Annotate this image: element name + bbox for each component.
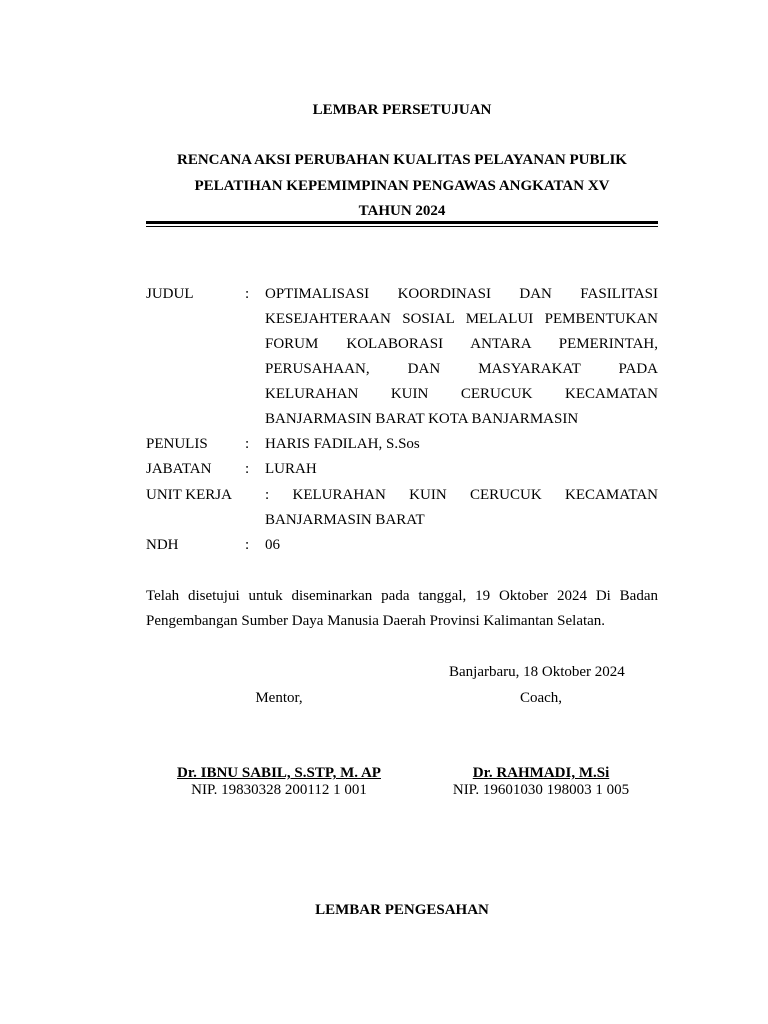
unit-kerja-label: UNIT KERJA <box>146 487 232 503</box>
page-title: LEMBAR PERSETUJUAN <box>312 102 492 118</box>
subtitle-line-2: PELATIHAN KEPEMIMPINAN PENGAWAS ANGKATAN XV <box>194 178 610 194</box>
judul-line: PERUSAHAAN, DAN MASYARAKAT PADA <box>265 361 658 377</box>
judul-line: KELURAHAN KUIN CERUCUK KECAMATAN <box>265 386 658 402</box>
subtitle-line-3: TAHUN 2024 <box>358 203 446 219</box>
approval-paragraph <box>146 584 658 634</box>
rule-thin <box>146 226 658 227</box>
jabatan-label: JABATAN <box>146 461 212 477</box>
coach-name: Dr. RAHMADI, M.Si <box>472 765 610 781</box>
coach-nip: NIP. 19601030 198003 1 005 <box>452 782 630 798</box>
approval-line-2: Pengembangan Sumber Daya Manusia Daerah Provinsi Kalimantan Selatan. <box>146 613 606 629</box>
coach-role: Coach, <box>519 690 563 706</box>
ndh-colon: : <box>245 537 250 553</box>
judul-label: JUDUL <box>146 286 194 302</box>
judul-value <box>265 282 658 432</box>
title-double-rule <box>146 221 658 228</box>
ndh-value: 06 <box>265 537 280 553</box>
jabatan-colon: : <box>245 461 250 477</box>
subtitle-line-1: RENCANA AKSI PERUBAHAN KUALITAS PELAYANAN PUBLIK <box>177 152 627 168</box>
next-section-title: LEMBAR PENGESAHAN <box>315 902 489 918</box>
mentor-nip: NIP. 19830328 200112 1 001 <box>191 782 367 798</box>
unit-kerja-value-line-1: : KELURAHAN KUIN CERUCUK KECAMATAN <box>265 487 658 503</box>
penulis-value: HARIS FADILAH, S.Sos <box>265 436 420 452</box>
mentor-name: Dr. IBNU SABIL, S.STP, M. AP <box>177 765 381 781</box>
approval-line-1: Telah disetujui untuk diseminarkan pada tanggal, 19 Oktober 2024 Di Badan <box>146 588 658 604</box>
judul-line: OPTIMALISASI KOORDINASI DAN FASILITASI <box>265 286 658 302</box>
judul-line: KESEJAHTERAAN SOSIAL MELALUI PEMBENTUKAN <box>265 311 658 327</box>
place-date: Banjarbaru, 18 Oktober 2024 <box>449 664 625 680</box>
penulis-label: PENULIS <box>146 436 208 452</box>
ndh-label: NDH <box>146 537 179 553</box>
judul-line: BANJARMASIN BARAT KOTA BANJARMASIN <box>265 411 579 427</box>
judul-line: FORUM KOLABORASI ANTARA PEMERINTAH, <box>265 336 658 352</box>
unit-kerja-value-line-2: BANJARMASIN BARAT <box>265 512 425 528</box>
mentor-role: Mentor, <box>255 690 303 706</box>
penulis-colon: : <box>245 436 250 452</box>
jabatan-value: LURAH <box>265 461 317 477</box>
judul-colon: : <box>245 286 250 302</box>
rule-thick <box>146 221 658 224</box>
